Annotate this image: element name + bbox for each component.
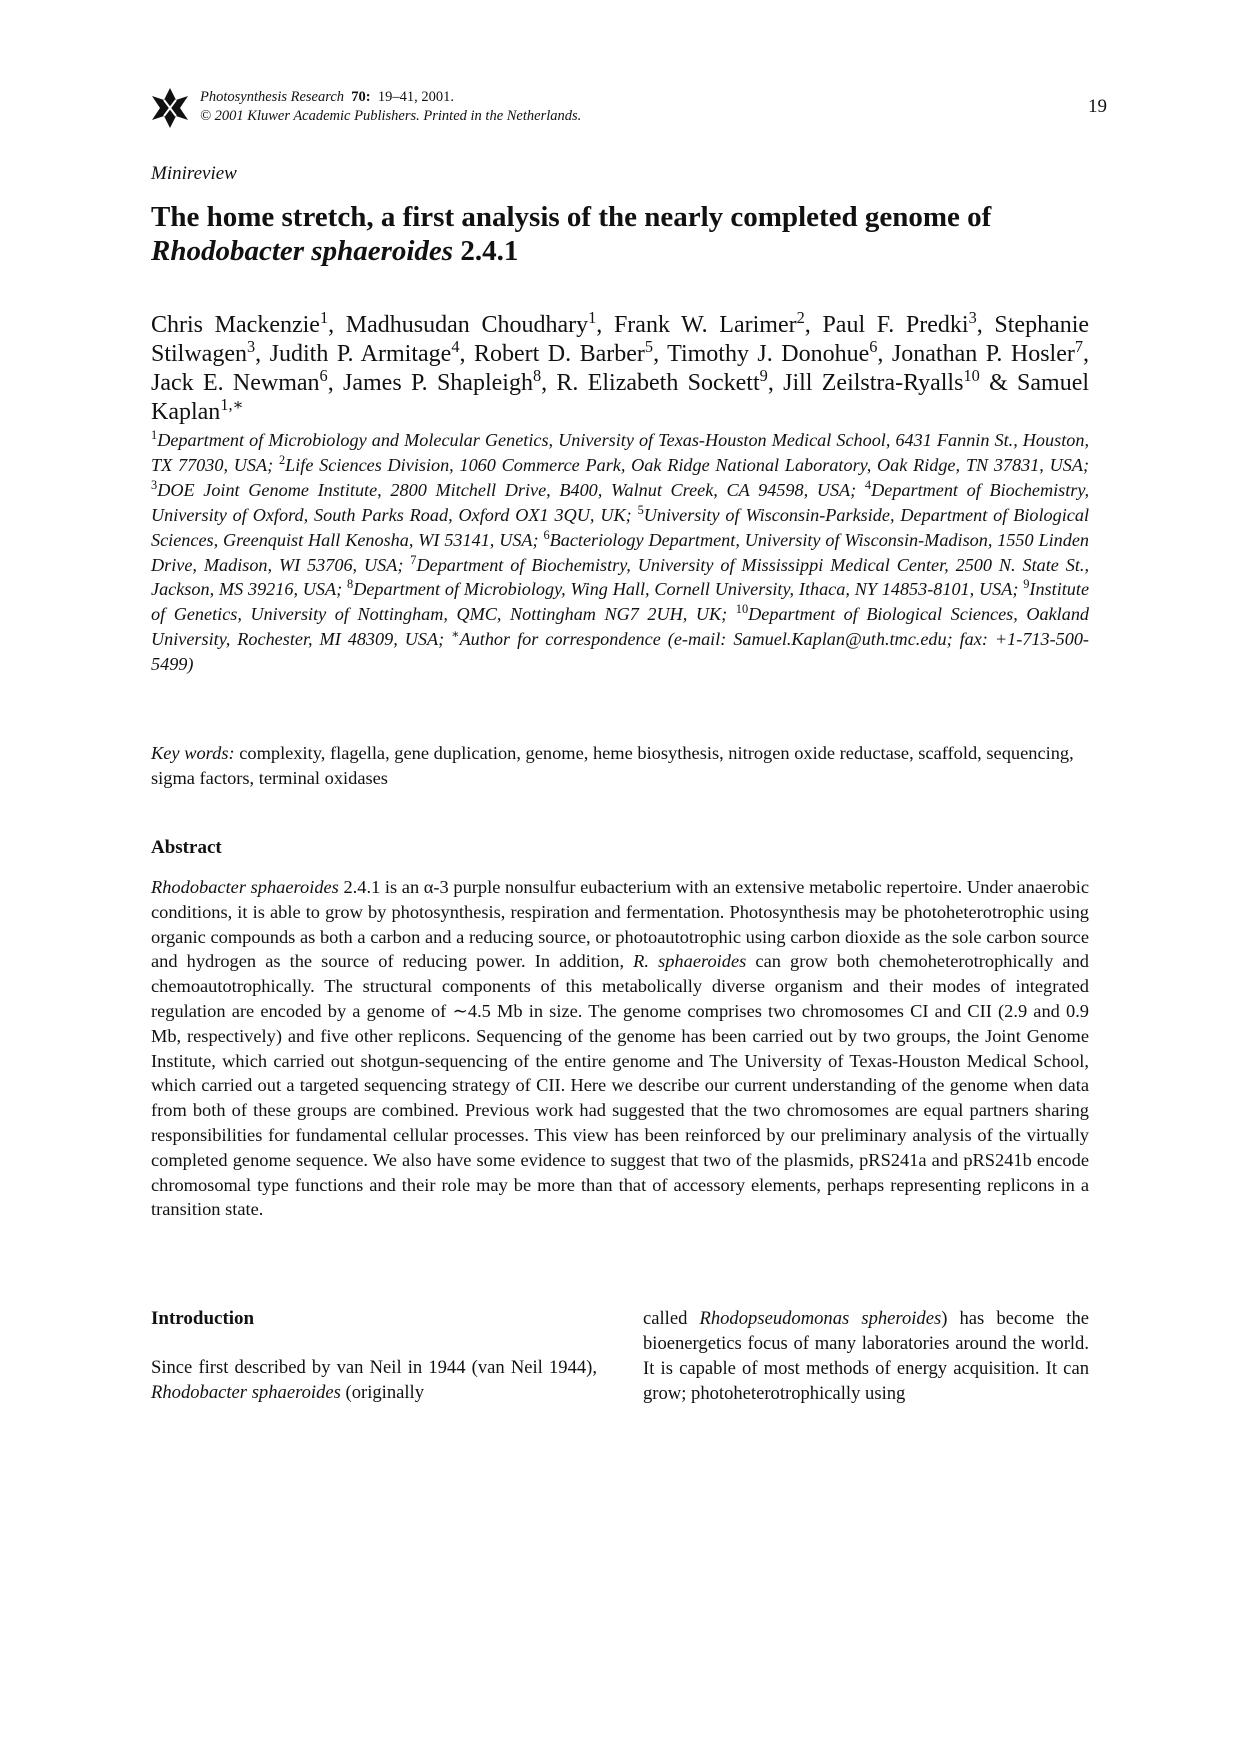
author-affiliation-marker: 3 [247,337,256,356]
abstract-text-2: can grow both chemoheterotrophically and chemoautotrophically. The structural components of this metabolically diverse organism and their modes of integrated regulation are encoded by a genome of ∼4.5 Mb in size. The genome comprises two chromosomes CI and CII (2.9 and 0.9 Mb, respectively) and five other replicons. Sequencing of the genome has been carried out by two groups, the Joint Genome Institute, which carried out shotgun-sequencing of the entire genome and The University of Texas-Houston Medical School, which carried out a targeted sequencing strategy of CII. Here we describe our current understanding of the genome when data from both of these groups are combined. Previous work had suggested that the two chromosomes are equal partners sharing responsibilities for fundamental cellular processes. This view has been reinforced by our preliminary analysis of the virtually completed genome sequence. We also have some evidence to suggest that two of the plasmids, pRS241a and pRS241b encode chromosomal type functions and their role may be more than that of accessory elements, perhaps representing replicons in a transition state. [151,951,1089,1220]
author-name: Paul F. Predki [822,312,969,338]
introduction-heading: Introduction [151,1308,255,1329]
author-name: Jack E. Newman [151,370,320,396]
affiliation-text: Department of Microbiology and Molecular Genetics, University of Texas-Houston Medical School, 6431 Fannin St., Houston, TX 77030, USA; [151,430,1089,475]
author-affiliation-marker: 1 [588,308,597,327]
intro-left-text-1: Since first described by van Neil in 1944 (van Neil 1944), [151,1356,597,1378]
author-name: Frank W. Larimer [613,312,797,338]
affiliation-text: University of Wisconsin-Parkside, Department of Biological Sciences, Greenquist Hall Kenosha, WI 53141, USA; [151,504,1090,550]
intro-right-text-1: called [643,1308,688,1329]
affiliation-marker: 7 [410,552,417,567]
author-name: Jonathan P. Hosler [891,341,1075,367]
author-affiliation-marker: 1 [319,308,329,327]
affiliation-marker: 5 [637,502,644,517]
intro-left-column [151,1307,597,1406]
author-affiliation-marker: 3 [968,308,977,327]
title-strain: 2.4.1 [460,235,519,267]
author-affiliation-marker: 5 [644,337,654,356]
page-number: 19 [1088,96,1107,117]
author-affiliation-marker: 9 [759,366,768,385]
author-name: Robert D. Barber [473,341,645,367]
intro-left-text-2: (originally [345,1381,425,1403]
affiliation-marker: ∗ [451,627,460,642]
intro-right-column [643,1307,1089,1407]
affiliation-text: Bacteriology Department, University of Wisconsin-Madison, 1550 Linden Drive, Madison, WI 53706, USA; [151,529,1089,575]
affiliation-marker: 8 [347,577,354,592]
author-list: Chris Mackenzie$^1$, Madhusudan Choudhary$^1$, Frank W. Larimer$^2$, Paul F. Predki$^3$, Stephanie Stilwagen$^3$, Judith P. Armitage$^4$, Robert D. Barber$^5$, Timothy J. Donohue$^6$, Jonathan P. Hosler$^7$, Jack E. Newman$^6$, James P. Shapleigh$^8$, R. Elizabeth Sockett$^9$, Jill Zeilstra-Ryalls$^{10}$ & Samuel Kaplan$^{1,∗}$ [151,308,1090,425]
affiliation-marker: 9 [1023,577,1030,592]
affiliations [151,428,1089,677]
affiliation-text: Department of Biological Sciences, Oakland University, Rochester, MI 48309, USA; [151,604,1090,650]
affiliation-marker: 4 [864,477,872,492]
author-affiliation-marker: 6 [319,366,328,385]
author-name: Samuel Kaplan [151,370,1090,425]
author-name: Stephanie Stilwagen [151,312,1090,367]
title-species: Rhodobacter sphaeroides [151,235,454,267]
author-affiliation-marker: 7 [1074,337,1084,356]
article-type: Minireview [151,163,237,184]
affiliation-marker: 1 [151,427,158,442]
keywords [151,741,1089,791]
abstract-species-2: R. sphaeroides [633,951,747,972]
affiliation-text: Author for correspondence (e-mail: Samuel.Kaplan@uth.tmc.edu; fax: +1-713-500-5499) [151,629,1089,675]
keywords-text: complexity, flagella, gene duplication, genome, heme biosythesis, nitrogen oxide reductase, scaffold, sequencing, sigma factors, terminal oxidases [151,743,1074,788]
affiliation-text: Department of Biochemistry, University of Mississippi Medical Center, 2500 N. State St., Jackson, MS 39216, USA; [151,554,1089,600]
publisher-logo-icon [150,86,190,130]
abstract-body [151,875,1089,1222]
author-affiliation-marker: 6 [869,337,878,356]
author-name: Timothy J. Donohue [667,341,870,367]
intro-left-species: Rhodobacter sphaeroides [151,1381,341,1403]
author-affiliation-marker: 4 [451,337,460,356]
author-name: Madhusudan Choudhary [345,312,589,338]
affiliation-marker: 10 [735,602,749,617]
affiliation-text: Department of Microbiology, Wing Hall, Cornell University, Ithaca, NY 14853-8101, USA; [353,579,1019,600]
affiliation-marker: 6 [543,527,550,542]
abstract-heading: Abstract [151,837,222,858]
copyright-line: © 2001 Kluwer Academic Publishers. Printed in the Netherlands. [200,108,582,124]
affiliation-text: Life Sciences Division, 1060 Commerce Park, Oak Ridge National Laboratory, Oak Ridge, TN 37831, USA; [285,454,1089,475]
author-affiliation-marker: 1,∗ [220,395,244,414]
intro-paragraph-left [151,1356,597,1406]
intro-right-species: Rhodopseudomonas spheroides [699,1308,942,1329]
author-name: Judith P. Armitage [269,341,452,367]
journal-volume: 70: [351,89,371,105]
author-affiliation-marker: 10 [963,366,980,385]
intro-right-text-2: ) has become the bioenergetics focus of many laboratories around the world. It is capable of most methods of energy acquisition. It can grow; photoheterotrophically using [643,1308,1089,1404]
author-name: R. Elizabeth Sockett [556,370,760,396]
article-title [151,200,1089,268]
affiliation-text: Department of Biochemistry, University of Oxford, South Parks Road, Oxford OX1 3QU, UK; [151,479,1090,525]
journal-pages: 19–41, 2001. [377,89,454,105]
affiliation-marker: 2 [278,452,286,467]
abstract-text-1: 2.4.1 is an α-3 purple nonsulfur eubacterium with an extensive metabolic repertoire. Under anaerobic conditions, it is able to grow by photosynthesis, respiration and fermentation. Photosynthesis may be photoheterotrophic using organic compounds as both a carbon and a reducing source, or photoautotrophic using carbon dioxide as the sole carbon source and hydrogen as the source of reducing power. In addition, [151,877,1089,972]
keywords-label: Key words: [151,743,235,763]
author-name: Jill Zeilstra-Ryalls [783,370,964,396]
author-affiliation-marker: 8 [532,366,542,385]
affiliation-text: DOE Joint Genome Institute, 2800 Mitchell Drive, B400, Walnut Creek, CA 94598, USA; [157,479,857,500]
author-affiliation-marker: 2 [796,308,805,327]
author-name: Chris Mackenzie [151,312,320,338]
affiliation-marker: 3 [151,477,158,492]
abstract-species: Rhodobacter sphaeroides [151,877,339,897]
title-line: The home stretch, a first analysis of the nearly completed genome of [151,201,992,233]
journal-name: Photosynthesis Research [200,89,345,105]
journal-header [200,88,581,126]
affiliation-text: Institute of Genetics, University of Nottingham, QMC, Nottingham NG7 2UH, UK; [151,579,1090,625]
author-name: James P. Shapleigh [343,370,533,396]
